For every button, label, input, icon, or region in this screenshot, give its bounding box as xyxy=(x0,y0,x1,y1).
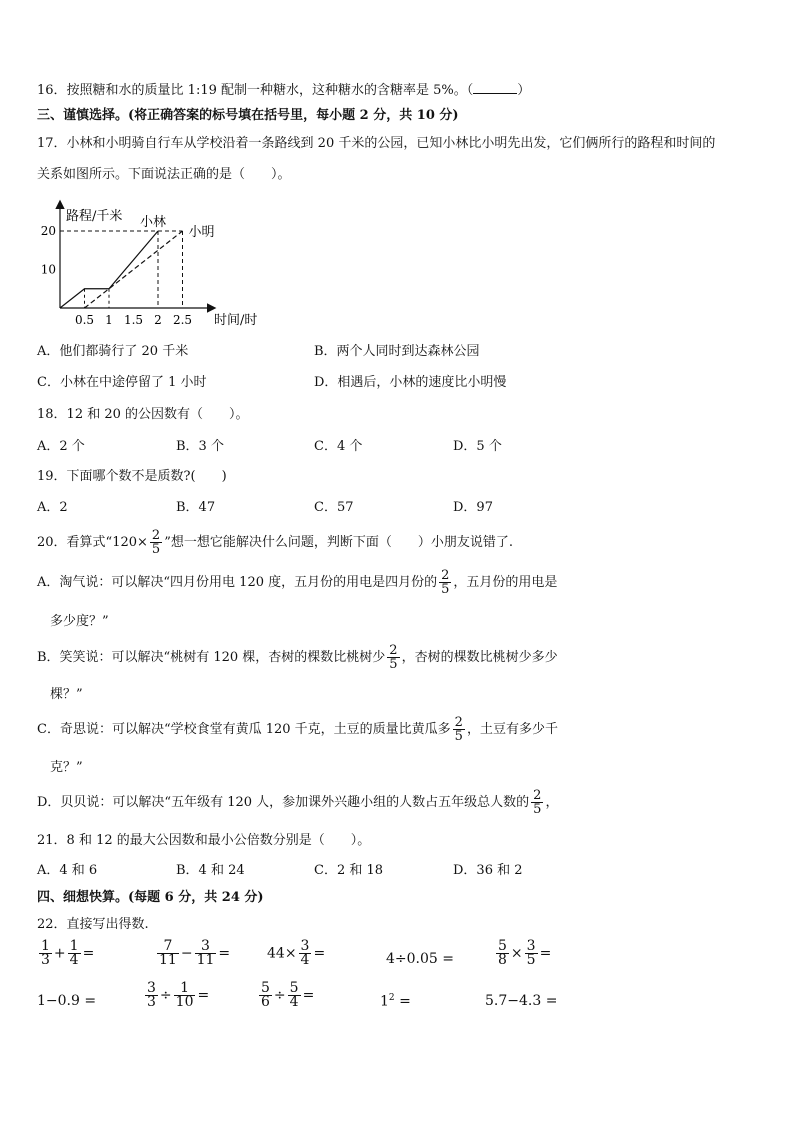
question-18: 18．12 和 20 的公因数有（ ）。 xyxy=(37,407,249,422)
q20-option-c-cont: 克？” xyxy=(50,760,83,775)
section-4-heading: 四、细想快算。(每题 6 分，共 24 分) xyxy=(37,890,264,905)
calc-2-3: $\frac{5}{6}$ ÷ $\frac{5}{4}$ = xyxy=(261,980,315,1010)
q17-option-b[interactable]: B．两个人同时到达森林公园 xyxy=(314,344,480,359)
q21-option-b[interactable]: B．4 和 24 xyxy=(176,863,245,878)
question-16: 16．按照糖和水的质量比 1:19 配制一种糖水，这种糖水的含糖率是 5%。（ ） xyxy=(37,83,531,98)
calc-2-1: 1−0.9 = xyxy=(37,993,97,1009)
q18-option-c[interactable]: C．4 个 xyxy=(314,439,363,454)
q19-option-d[interactable]: D．97 xyxy=(453,500,493,515)
y-tick-label: 10 xyxy=(40,262,56,277)
q20-option-d[interactable]: D．贝贝说：可以解决“五年级有 120 人，参加课外兴趣小组的人数占五年级总人数的 $\frac{2}{5}$ ， xyxy=(37,788,559,817)
q18-option-d[interactable]: D．5 个 xyxy=(453,439,502,454)
fraction: $\frac{2}{5}$ xyxy=(151,528,161,557)
question-20: 20．看算式“120× $\frac{2}{5}$ ”想一想它能解决什么问题，判断下面（ ）小朋友说错了. xyxy=(37,528,513,557)
q19-option-b[interactable]: B．47 xyxy=(176,500,216,515)
calc-1-5: $\frac{5}{8}$ × $\frac{3}{5}$ = xyxy=(498,938,552,968)
q17-option-c[interactable]: C．小林在中途停留了 1 小时 xyxy=(37,375,207,390)
calc-1-4: 4÷0.05 = xyxy=(386,951,454,967)
q18-option-b[interactable]: B．3 个 xyxy=(176,439,224,454)
q20-option-c[interactable]: C．奇思说：可以解决“学校食堂有黄瓜 120 千克，土豆的质量比黄瓜多 $\frac{2}{5}$ ，土豆有多少千 xyxy=(37,715,558,744)
x-tick-label: 1.5 xyxy=(123,313,144,327)
question-17-line2: 关系如图所示。下面说法正确的是（ ）。 xyxy=(37,167,291,182)
x-tick-label: 1 xyxy=(105,313,113,327)
q17-option-a[interactable]: A．他们都骑行了 20 千米 xyxy=(37,344,189,359)
question-22: 22．直接写出得数. xyxy=(37,917,149,932)
q20-option-b-cont: 棵？” xyxy=(50,687,83,702)
q21-option-c[interactable]: C．2 和 18 xyxy=(314,863,384,878)
q19-option-c[interactable]: C．57 xyxy=(314,500,354,515)
calc-2-2: $\frac{3}{3}$ ÷ $\frac{1}{10}$ = xyxy=(147,980,210,1010)
q20-option-a[interactable]: A．淘气说：可以解决“四月份用电 120 度，五月份的用电是四月份的 $\frac{2}{5}$ ，五月份的用电是 xyxy=(37,568,558,597)
calc-1-1: $\frac{1}{3}$ + $\frac{1}{4}$ = xyxy=(41,938,95,968)
q20-option-a-cont: 多少度？” xyxy=(50,614,109,629)
question-17-line1: 17．小林和小明骑自行车从学校沿着一条路线到 20 千米的公园，已知小林比小明先出发，它们俩所行的路程和时间的 xyxy=(37,136,716,151)
q18-option-a[interactable]: A．2 个 xyxy=(37,439,85,454)
fraction: $\frac{2}{5}$ xyxy=(533,788,542,817)
fraction: $\frac{2}{5}$ xyxy=(389,643,398,672)
x-tick-label: 0.5 xyxy=(74,313,95,327)
q21-option-d[interactable]: D．36 和 2 xyxy=(453,863,523,878)
q20-option-b[interactable]: B．笑笑说：可以解决“桃树有 120 棵，杏树的棵数比桃树少 $\frac{2}{5}$ ，杏树的棵数比桃树少多少 xyxy=(37,643,558,672)
distance-time-chart xyxy=(30,196,275,334)
x-tick-label: 2.5 xyxy=(172,313,193,327)
fraction: $\frac{2}{5}$ xyxy=(454,715,463,744)
fraction: $\frac{2}{5}$ xyxy=(441,568,450,597)
q17-option-d[interactable]: D．相遇后，小林的速度比小明慢 xyxy=(314,375,507,390)
question-21: 21．8 和 12 的最大公因数和最小公倍数分别是（ ）。 xyxy=(37,833,371,848)
q21-option-a[interactable]: A．4 和 6 xyxy=(37,863,98,878)
question-19: 19．下面哪个数不是质数?( ) xyxy=(37,469,227,484)
section-3-heading: 三、谨慎选择。(将正确答案的标号填在括号里，每小题 2 分，共 10 分) xyxy=(37,108,459,123)
calc-2-4: $1^2$ = xyxy=(380,993,411,1010)
series-label-0: 小林 xyxy=(140,215,167,230)
calc-1-3: 44× $\frac{3}{4}$ = xyxy=(267,938,326,968)
series-label-1: 小明 xyxy=(188,225,215,240)
calc-2-5: 5.7−4.3 = xyxy=(485,993,558,1009)
series-line-1 xyxy=(85,231,183,308)
x-tick-label: 2 xyxy=(154,313,162,327)
x-axis-label: 时间/时 xyxy=(214,313,258,328)
calc-1-2: $\frac{7}{11}$ − $\frac{3}{11}$ = xyxy=(159,938,231,968)
y-axis-label: 路程/千米 xyxy=(66,209,123,224)
answer-blank[interactable] xyxy=(473,81,517,94)
q19-option-a[interactable]: A．2 xyxy=(37,500,68,515)
y-tick-label: 20 xyxy=(40,224,56,238)
